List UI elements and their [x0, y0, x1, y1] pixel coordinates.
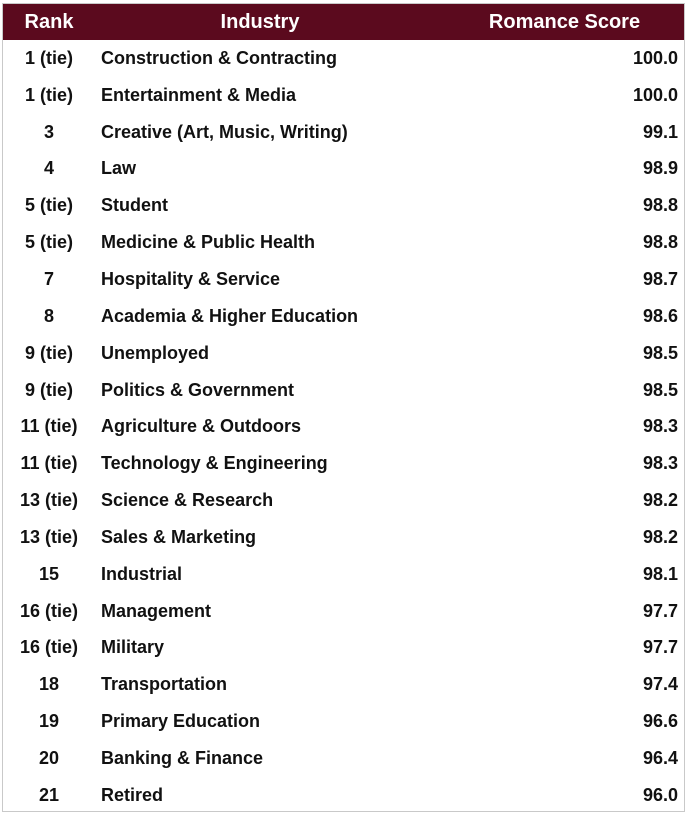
cell-rank: 16 (tie)	[19, 600, 79, 621]
cell-industry: Retired	[101, 784, 164, 805]
table-row	[3, 630, 684, 667]
table-row	[3, 703, 684, 740]
cell-rank: 1 (tie)	[24, 84, 73, 105]
cell-industry: Creative (Art, Music, Writing)	[101, 121, 348, 142]
cell-industry: Agriculture & Outdoors	[101, 416, 302, 437]
cell-industry: Sales & Marketing	[101, 526, 257, 547]
table-row	[3, 335, 684, 372]
cell-industry: Unemployed	[101, 342, 210, 363]
table-row	[3, 408, 684, 445]
cell-romance-score: 98.7	[642, 268, 678, 289]
cell-rank: 18	[38, 674, 60, 695]
cell-industry: Law	[101, 158, 137, 179]
cell-industry: Science & Research	[101, 490, 274, 511]
cell-romance-score: 97.7	[642, 637, 678, 658]
cell-romance-score: 98.5	[642, 342, 678, 363]
cell-romance-score: 97.4	[642, 674, 678, 695]
table-row	[3, 261, 684, 298]
cell-industry: Military	[101, 637, 165, 658]
cell-industry: Hospitality & Service	[101, 268, 281, 289]
table-row	[3, 40, 684, 77]
cell-romance-score: 98.8	[642, 232, 678, 253]
table-header	[3, 4, 684, 40]
cell-romance-score: 100.0	[632, 47, 678, 68]
cell-rank: 9 (tie)	[24, 342, 73, 363]
cell-industry: Industrial	[101, 563, 183, 584]
cell-rank: 11 (tie)	[20, 416, 78, 437]
table-row	[3, 298, 684, 335]
cell-romance-score: 99.1	[642, 121, 678, 142]
cell-romance-score: 98.8	[642, 195, 678, 216]
cell-industry: Transportation	[101, 674, 228, 695]
cell-romance-score: 98.2	[642, 526, 678, 547]
cell-romance-score: 98.2	[642, 490, 678, 511]
cell-rank: 15	[38, 563, 60, 584]
table-row	[3, 556, 684, 593]
cell-rank: 9 (tie)	[24, 379, 73, 400]
cell-industry: Banking & Finance	[101, 747, 264, 768]
cell-rank: 21	[38, 784, 60, 805]
table-row	[3, 372, 684, 409]
table-row	[3, 519, 684, 556]
table-row	[3, 187, 684, 224]
table-row	[3, 666, 684, 703]
cell-rank: 4	[43, 158, 54, 179]
cell-rank: 3	[43, 121, 54, 142]
cell-industry: Politics & Government	[101, 379, 295, 400]
cell-romance-score: 98.5	[642, 379, 678, 400]
table-row	[3, 224, 684, 261]
cell-rank: 20	[38, 747, 60, 768]
cell-industry: Academia & Higher Education	[101, 305, 359, 326]
cell-rank: 1 (tie)	[24, 47, 73, 68]
cell-romance-score: 98.3	[642, 416, 678, 437]
table-row	[3, 740, 684, 777]
cell-rank: 5 (tie)	[24, 195, 73, 216]
cell-rank: 5 (tie)	[24, 232, 73, 253]
cell-industry: Student	[101, 195, 168, 216]
cell-romance-score: 98.6	[642, 305, 678, 326]
cell-romance-score: 98.3	[642, 453, 678, 474]
cell-romance-score: 100.0	[632, 84, 678, 105]
cell-rank: 7	[43, 268, 54, 289]
cell-romance-score: 97.7	[642, 600, 678, 621]
cell-rank: 13 (tie)	[19, 526, 79, 547]
cell-industry: Management	[101, 600, 212, 621]
cell-romance-score: 98.1	[642, 563, 678, 584]
table-row	[3, 151, 684, 188]
table-row	[3, 482, 684, 519]
cell-romance-score: 96.4	[642, 747, 678, 768]
table-body	[3, 40, 684, 814]
table-row	[3, 593, 684, 630]
cell-industry: Entertainment & Media	[101, 84, 297, 105]
cell-industry: Medicine & Public Health	[101, 232, 316, 253]
cell-romance-score: 96.0	[642, 784, 678, 805]
table-row	[3, 777, 684, 814]
cell-rank: 13 (tie)	[19, 490, 79, 511]
cell-romance-score: 96.6	[642, 711, 678, 732]
header-rank: Rank	[24, 10, 74, 33]
cell-industry: Technology & Engineering	[101, 453, 328, 474]
header-romance-score: Romance Score	[488, 10, 641, 33]
table-row	[3, 77, 684, 114]
table-row	[3, 445, 684, 482]
cell-rank: 16 (tie)	[19, 637, 79, 658]
cell-industry: Construction & Contracting	[101, 47, 337, 68]
cell-industry: Primary Education	[101, 711, 261, 732]
cell-rank: 11 (tie)	[20, 453, 78, 474]
cell-rank: 19	[38, 711, 60, 732]
cell-romance-score: 98.9	[642, 158, 678, 179]
romance-score-table	[2, 3, 685, 812]
table-row	[3, 114, 684, 151]
header-industry: Industry	[220, 10, 300, 33]
cell-rank: 8	[43, 305, 54, 326]
